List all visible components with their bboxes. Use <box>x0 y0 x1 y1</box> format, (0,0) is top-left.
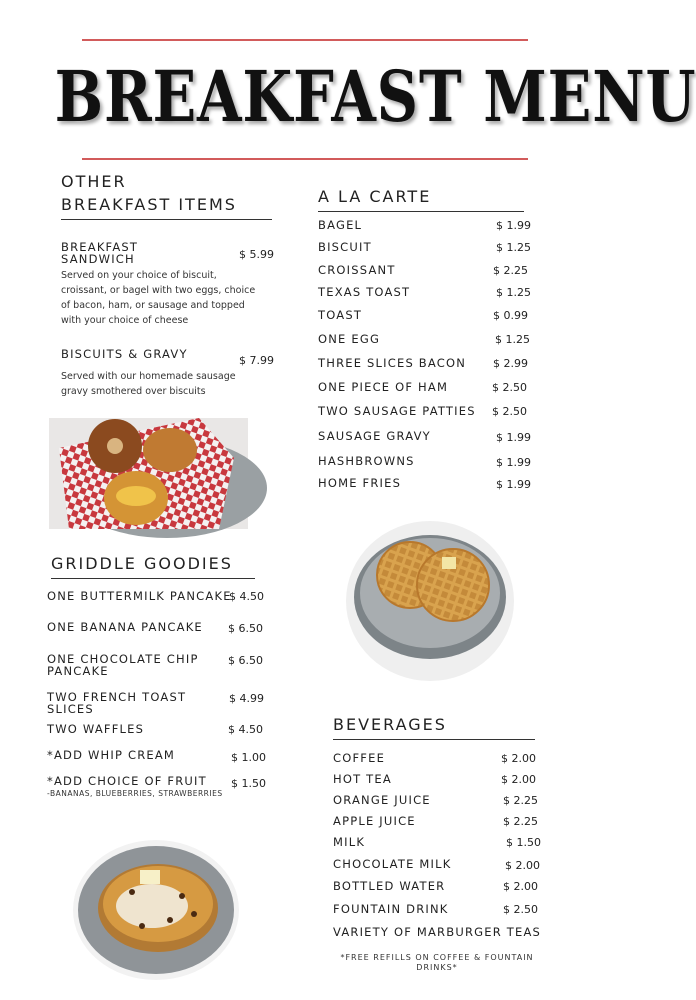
alacarte-item <box>318 357 528 369</box>
griddle-section <box>51 552 255 579</box>
item-price: $ 1.99 <box>496 431 531 444</box>
item-price: $ 2.25 <box>493 264 528 277</box>
item-name: ONE EGG <box>318 332 381 346</box>
item-name: ONE BANANA PANCAKE <box>47 620 203 634</box>
item-name: BISCUITS & GRAVY <box>61 347 188 361</box>
alacarte-item <box>318 285 531 299</box>
alacarte-item <box>318 381 528 393</box>
pancake-photo <box>72 834 240 982</box>
item-price: $ 2.50 <box>492 381 527 394</box>
item-price: $ 1.00 <box>231 751 266 764</box>
waffles-photo <box>345 517 515 685</box>
item-price: $ 2.99 <box>493 357 528 370</box>
item-name: MILK <box>333 835 366 849</box>
alacarte-item <box>318 309 528 321</box>
item-price: $ 6.50 <box>228 622 263 635</box>
item-name: TOAST <box>318 308 363 322</box>
alacarte-item <box>318 264 528 276</box>
item-price: $ 2.00 <box>501 752 536 765</box>
bagel-plate-photo <box>49 418 248 529</box>
griddle-section-title: GRIDDLE GOODIES <box>51 552 255 579</box>
item-price: $ 2.00 <box>503 880 538 893</box>
item-name: ONE PIECE OF HAM <box>318 380 449 394</box>
item-name: *ADD WHIP CREAM <box>47 748 176 762</box>
item-price: $ 2.00 <box>505 859 540 872</box>
item-name: APPLE JUICE <box>333 814 416 828</box>
alacarte-item <box>318 333 528 345</box>
item-price: $ 1.99 <box>496 219 531 232</box>
griddle-item <box>47 590 267 602</box>
item-name: BAGEL <box>318 218 363 232</box>
alacarte-item <box>318 454 531 469</box>
breakfast-sandwich-item <box>61 241 273 328</box>
item-name: TWO FRENCH TOAST SLICES <box>47 690 187 716</box>
griddle-item <box>47 621 267 633</box>
item-price: $ 2.25 <box>503 794 538 807</box>
beverages-section <box>333 713 535 740</box>
item-name: BOTTLED WATER <box>333 879 446 893</box>
item-name: TWO WAFFLES <box>47 722 145 736</box>
item-name: CROISSANT <box>318 263 396 277</box>
item-name: VARIETY OF MARBURGER TEAS <box>333 925 542 939</box>
griddle-item <box>47 748 267 764</box>
fruit-options-note: -BANANAS, BLUEBERRIES, STRAWBERRIES <box>47 789 223 798</box>
item-price: $ 4.50 <box>229 590 264 603</box>
item-price: $ 5.99 <box>239 248 274 261</box>
item-name: BREAKFAST SANDWICH <box>61 240 139 266</box>
top-rule <box>82 39 528 41</box>
beverage-item <box>333 773 543 785</box>
item-price: $ 2.50 <box>492 405 527 418</box>
alacarte-section-title: A LA CARTE <box>318 185 524 212</box>
alacarte-item <box>318 405 528 417</box>
griddle-item <box>47 774 267 790</box>
item-price: $ 1.99 <box>496 478 531 491</box>
beverages-section-title: BEVERAGES <box>333 713 535 740</box>
griddle-item <box>47 691 267 715</box>
item-name: BISCUIT <box>318 240 372 254</box>
other-title-line2: BREAKFAST ITEMS <box>61 195 237 214</box>
item-name: TEXAS TOAST <box>318 285 411 299</box>
item-name: ONE CHOCOLATE CHIP PANCAKE <box>47 652 199 678</box>
beverage-item <box>333 752 543 764</box>
bottom-rule <box>82 158 528 160</box>
other-section-title <box>61 170 272 220</box>
alacarte-section <box>318 185 524 212</box>
item-name: ORANGE JUICE <box>333 793 431 807</box>
item-name: HASHBROWNS <box>318 454 415 468</box>
item-price: $ 4.50 <box>228 723 263 736</box>
other-title-line1: OTHER <box>61 172 127 191</box>
item-name: HOT TEA <box>333 772 392 786</box>
item-name: TWO SAUSAGE PATTIES <box>318 404 476 418</box>
beverage-item <box>333 903 543 915</box>
item-price: $ 1.25 <box>495 333 530 346</box>
griddle-item <box>47 653 267 677</box>
item-price: $ 0.99 <box>493 309 528 322</box>
item-price: $ 1.25 <box>496 286 531 299</box>
item-price: $ 7.99 <box>239 354 274 367</box>
item-price: $ 4.99 <box>229 692 264 705</box>
item-price: $ 1.99 <box>496 456 531 469</box>
beverage-item <box>333 926 548 938</box>
item-name: COFFEE <box>333 751 386 765</box>
item-name: ONE BUTTERMILK PANCAKE <box>47 589 232 603</box>
other-breakfast-section <box>61 170 272 220</box>
alacarte-item <box>318 429 531 444</box>
item-name: *ADD CHOICE OF FRUIT <box>47 774 207 788</box>
griddle-item <box>47 723 267 735</box>
beverage-item <box>333 836 543 848</box>
beverage-item <box>333 815 543 827</box>
alacarte-item <box>318 476 531 491</box>
item-price: $ 1.50 <box>231 777 266 790</box>
item-description: Served with our homemade sausage gravy smothered over biscuits <box>61 371 236 397</box>
item-description: Served on your choice of biscuit, croissant, or bagel with two eggs, choice of bacon, ham, or sausage and topped with your choice of cheese <box>61 270 256 326</box>
item-price: $ 6.50 <box>228 654 263 667</box>
item-name: FOUNTAIN DRINK <box>333 902 449 916</box>
free-refills-note: *FREE REFILLS ON COFFEE & FOUNTAIN DRINKS* <box>340 953 534 972</box>
alacarte-item <box>318 240 531 254</box>
alacarte-item <box>318 218 531 232</box>
item-price: $ 2.25 <box>503 815 538 828</box>
item-name: THREE SLICES BACON <box>318 356 467 370</box>
menu-title: BREAKFAST MENU <box>54 55 696 138</box>
biscuits-gravy-item <box>61 348 273 399</box>
beverage-item <box>333 794 543 806</box>
beverage-item <box>333 858 543 870</box>
item-price: $ 2.50 <box>503 903 538 916</box>
item-price: $ 1.50 <box>506 836 541 849</box>
item-price: $ 2.00 <box>501 773 536 786</box>
beverage-item <box>333 880 543 892</box>
item-name: HOME FRIES <box>318 476 402 490</box>
item-name: CHOCOLATE MILK <box>333 857 452 871</box>
item-name: SAUSAGE GRAVY <box>318 429 431 443</box>
item-price: $ 1.25 <box>496 241 531 254</box>
